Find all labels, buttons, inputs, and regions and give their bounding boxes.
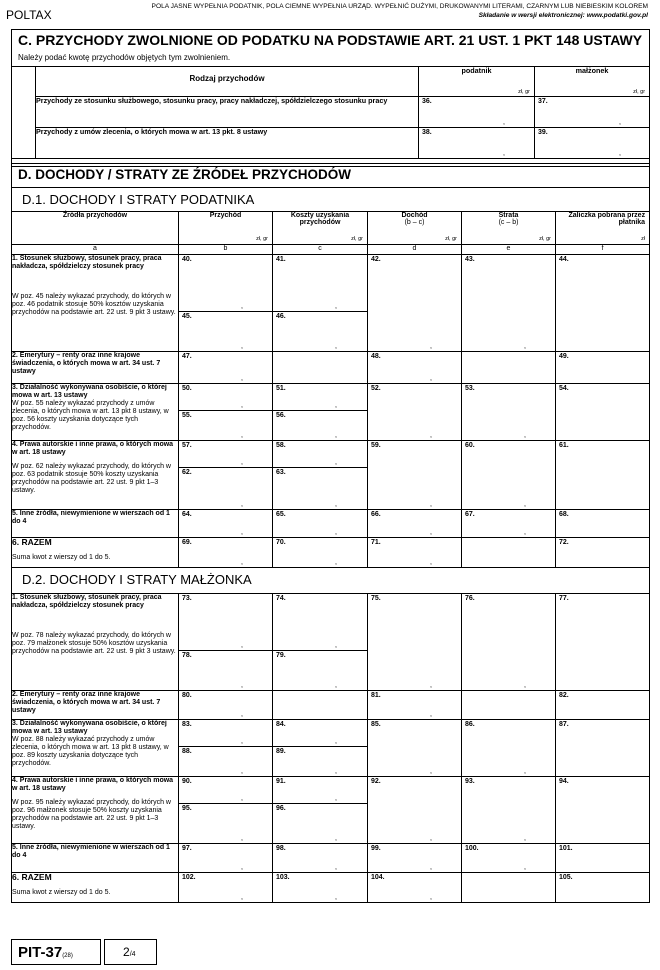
page-number: 2/4 <box>104 939 157 965</box>
row-personal-activity: 3. Działalność wykonywana osobiście, o której mowa w art. 13 ustawy W poz. 88 należy wykazać przychody z umów zlecenia, o których mowa w art. 13 pkt 8 ustawy, w poz. 89 koszty uzyskania dotyczące tych przychodów. <box>12 720 179 777</box>
section-c-title: C. PRZYCHODY ZWOLNIONE OD PODATKU NA PODSTAWIE ART. 21 UST. 1 PKT 148 USTAWY <box>18 32 642 48</box>
row-copyrights: 4. Prawa autorskie i inne prawa, o których mowa w art. 18 ustawy W poz. 62 należy wykazać przychody, do których w poz. 63 podatnik stosuje 50% koszty uzyskania przychodów na podstawie art. 22 ust. 9 pkt 1–3 ustawy. <box>12 441 179 510</box>
field-59[interactable]: 59. , <box>368 441 462 510</box>
col-letter: b <box>179 245 273 255</box>
field-61[interactable]: 61. <box>556 441 650 510</box>
field-54[interactable]: 54. <box>556 384 650 441</box>
field-46[interactable]: 46. , <box>273 312 368 352</box>
row-personal-activity: 3. Działalność wykonywana osobiście, o której mowa w art. 13 ustawy W poz. 55 należy wykazać przychody z umów zlecenia, o których mowa w art. 13 pkt 8 ustawy, w poz. 56 koszty uzyskania dotyczące tych przychodów. <box>12 384 179 441</box>
col-advance: Zaliczka pobrana przez płatnika zł <box>556 212 650 245</box>
field-97[interactable]: 97. , <box>179 844 273 873</box>
field-67[interactable]: 67. , <box>462 510 556 538</box>
field-96[interactable]: 96. , <box>273 804 368 844</box>
field-53[interactable]: 53. , <box>462 384 556 441</box>
field-100[interactable]: 100. , <box>462 844 556 873</box>
row-total: 6. RAZEM Suma kwot z wierszy od 1 do 5. <box>12 873 179 903</box>
col-letter: e <box>462 245 556 255</box>
field-81[interactable]: 81. , <box>368 691 462 720</box>
field-87[interactable]: 87. <box>556 720 650 777</box>
row-other-sources: 5. Inne źródła, niewymienione w wierszach od 1 do 4 <box>12 844 179 873</box>
field-95[interactable]: 95. , <box>179 804 273 844</box>
field-66[interactable]: 66. , <box>368 510 462 538</box>
col-profit: Dochód (b – c) zł, gr <box>368 212 462 245</box>
col-sources: Źródła przychodów <box>12 212 179 245</box>
field-58[interactable]: 58. , <box>273 441 368 468</box>
field-103[interactable]: 103. , <box>273 873 368 903</box>
field-102[interactable]: 102. , <box>179 873 273 903</box>
field-71[interactable]: 71. , <box>368 538 462 568</box>
d1-header <box>12 188 650 212</box>
field-55[interactable]: 55. , <box>179 411 273 441</box>
field-90[interactable]: 90. , <box>179 777 273 804</box>
col-letter: c <box>273 245 368 255</box>
field-86[interactable]: 86. , <box>462 720 556 777</box>
field-40[interactable]: 40. , <box>179 255 273 312</box>
field-69[interactable]: 69. , <box>179 538 273 568</box>
col-costs: Koszty uzyskania przychodów zł, gr <box>273 212 368 245</box>
field-63[interactable]: 63. , <box>273 468 368 510</box>
col-spouse-header: małżonek zł, gr <box>535 67 650 97</box>
field-93[interactable]: 93. , <box>462 777 556 844</box>
col-letter: d <box>368 245 462 255</box>
row-pensions: 2. Emerytury – renty oraz inne krajowe świadczenia, o których mowa w art. 34 ust. 7 ustawy <box>12 691 179 720</box>
field-38[interactable]: 38. , <box>419 128 535 159</box>
section-d-header <box>12 164 650 188</box>
row-total: 6. RAZEM Suma kwot z wierszy od 1 do 5. <box>12 538 179 568</box>
header-instruction <box>152 3 648 20</box>
electronic-filing-note: Składanie w wersji elektronicznej: www.podatki.gov.pl <box>478 11 648 19</box>
field-82[interactable]: 82. <box>556 691 650 720</box>
brand-name: POLTAX <box>6 8 52 22</box>
section-d-title: D. DOCHODY / STRATY ZE ŹRÓDEŁ PRZYCHODÓW <box>18 167 352 182</box>
field-105[interactable]: 105. <box>556 873 650 903</box>
c-row-label: Przychody ze stosunku służbowego, stosunku pracy, pracy nakładczej, spółdzielczego stosunku pracy <box>36 97 419 128</box>
field-85[interactable]: 85. , <box>368 720 462 777</box>
field-70[interactable]: 70. , <box>273 538 368 568</box>
field-56[interactable]: 56. , <box>273 411 368 441</box>
field-99[interactable]: 99. , <box>368 844 462 873</box>
field-73[interactable]: 73. , <box>179 594 273 651</box>
form-code: PIT-37(28) <box>11 939 101 965</box>
field-57[interactable]: 57. , <box>179 441 273 468</box>
field-49[interactable]: 49. <box>556 352 650 384</box>
field-41[interactable]: 41. , <box>273 255 368 312</box>
field-83[interactable]: 83. , <box>179 720 273 747</box>
field-68[interactable]: 68. <box>556 510 650 538</box>
row-employment: 1. Stosunek służbowy, stosunek pracy, praca nakładcza, spółdzielczy stosunek pracy W poz. 45 należy wykazać przychody, do których w poz. 46 podatnik stosuje 50% kosztów uzyskania przychodów na podstawie art. 22 ust. 9 pkt 3 ustawy. <box>12 255 179 352</box>
field-80[interactable]: 80. , <box>179 691 273 720</box>
col-income: Przychód zł, gr <box>179 212 273 245</box>
field-65[interactable]: 65. , <box>273 510 368 538</box>
field-51[interactable]: 51. , <box>273 384 368 411</box>
field-94[interactable]: 94. <box>556 777 650 844</box>
field-78[interactable]: 78. , <box>179 651 273 691</box>
field-98[interactable]: 98. , <box>273 844 368 873</box>
row-other-sources: 5. Inne źródła, niewymienione w wierszach od 1 do 4 <box>12 510 179 538</box>
field-52[interactable]: 52. , <box>368 384 462 441</box>
section-c-header <box>12 30 650 67</box>
field-64[interactable]: 64. , <box>179 510 273 538</box>
col-letter: a <box>12 245 179 255</box>
field-62[interactable]: 62. , <box>179 468 273 510</box>
d2-title: D.2. DOCHODY I STRATY MAŁŻONKA <box>22 572 252 587</box>
fill-instruction: POLA JASNE WYPEŁNIA PODATNIK, POLA CIEMNE WYPEŁNIA URZĄD. WYPEŁNIĆ DUŻYMI, DRUKOWANYMI LITERAMI, CZARNYM LUB NIEBIESKIM KOLOREM <box>151 3 648 10</box>
section-c-table <box>11 29 650 167</box>
field-44[interactable]: 44. <box>556 255 650 352</box>
field-104[interactable]: 104. , <box>368 873 462 903</box>
col-loss: Strata (c – b) zł, gr <box>462 212 556 245</box>
field-43[interactable]: 43. , <box>462 255 556 352</box>
field-60[interactable]: 60. , <box>462 441 556 510</box>
row-copyrights: 4. Prawa autorskie i inne prawa, o których mowa w art. 18 ustawy W poz. 95 należy wykazać przychody, do których w poz. 96 małżonek stosuje 50% koszty uzyskania przychodów na podstawie art. 22 ust. 9 pkt 1–3 ustawy. <box>12 777 179 844</box>
field-37[interactable]: 37. , <box>535 97 650 128</box>
c-row-label: Przychody z umów zlecenia, o których mowa w art. 13 pkt. 8 ustawy <box>36 128 419 159</box>
field-48[interactable]: 48. , <box>368 352 462 384</box>
field-74[interactable]: 74. , <box>273 594 368 651</box>
page-header <box>0 0 660 30</box>
field-76[interactable]: 76. , <box>462 594 556 691</box>
field-39[interactable]: 39. , <box>535 128 650 159</box>
row-employment: 1. Stosunek służbowy, stosunek pracy, praca nakładcza, spółdzielczy stosunek pracy W poz. 78 należy wykazać przychody, do których w poz. 79 małżonek stosuje 50% kosztów uzyskania przychodów na podstawie art. 22 ust. 9 pkt 3 ustawy. <box>12 594 179 691</box>
field-75[interactable]: 75. , <box>368 594 462 691</box>
field-50[interactable]: 50. , <box>179 384 273 411</box>
field-92[interactable]: 92. , <box>368 777 462 844</box>
field-101[interactable]: 101. <box>556 844 650 873</box>
col-letter: f <box>556 245 650 255</box>
field-84[interactable]: 84. , <box>273 720 368 747</box>
col-kind-header: Rodzaj przychodów <box>36 67 419 97</box>
col-taxpayer-header: podatnik zł, gr <box>419 67 535 97</box>
field-36[interactable]: 36. , <box>419 97 535 128</box>
section-c-note: Należy podać kwotę przychodów objętych tym zwolnieniem. <box>18 52 231 62</box>
field-45[interactable]: 45. , <box>179 312 273 352</box>
field-77[interactable]: 77. <box>556 594 650 691</box>
field-89[interactable]: 89. , <box>273 747 368 777</box>
section-d-table <box>11 163 650 903</box>
field-79[interactable]: 79. , <box>273 651 368 691</box>
field-42[interactable]: 42. , <box>368 255 462 352</box>
row-pensions: 2. Emerytury – renty oraz inne krajowe świadczenia, o których mowa w art. 34 ust. 7 ustawy <box>12 352 179 384</box>
field-91[interactable]: 91. , <box>273 777 368 804</box>
field-47[interactable]: 47. , <box>179 352 273 384</box>
field-88[interactable]: 88. , <box>179 747 273 777</box>
d1-title: D.1. DOCHODY I STRATY PODATNIKA <box>22 192 255 207</box>
d2-header <box>12 568 650 594</box>
field-72[interactable]: 72. <box>556 538 650 568</box>
